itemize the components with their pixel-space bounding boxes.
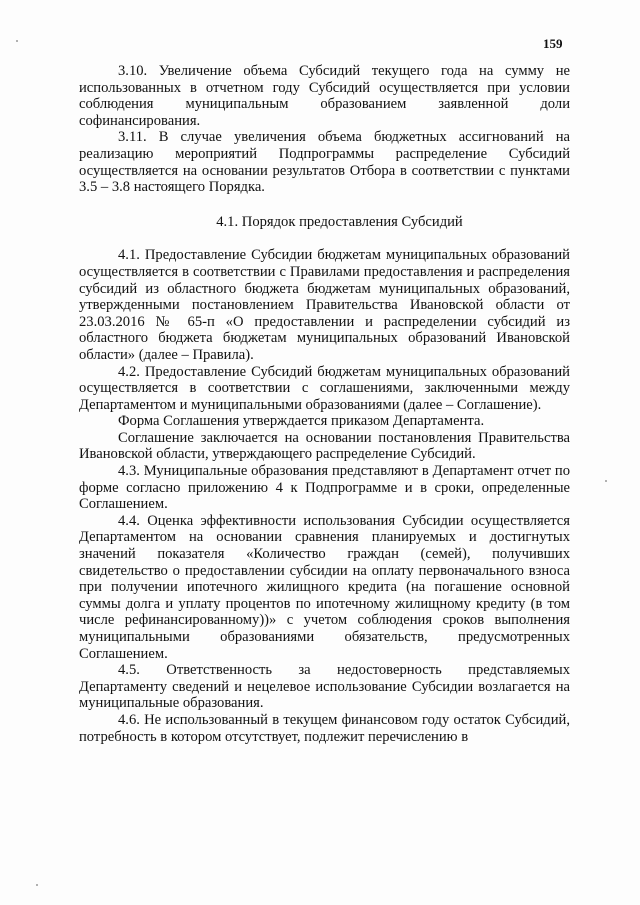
paragraph-agreement-basis: Соглашение заключается на основании постановления Правительства Ивановской области, утверждающего распределение Субсидий. (79, 429, 570, 463)
paragraph-4-3: 4.3. Муниципальные образования представляют в Департамент отчет по форме согласно приложению 4 к Подпрограмме и в сроки, определенные Соглашением. (79, 463, 570, 513)
scan-speck (36, 884, 38, 886)
paragraph-4-6: 4.6. Не использованный в текущем финансовом году остаток Субсидий, потребность в котором отсутствует, подлежит перечислению в (79, 711, 570, 745)
paragraph-4-2: 4.2. Предоставление Субсидий бюджетам муниципальных образований осуществляется в соответствии с соглашениями, заключенными между Департаментом и муниципальными образованиями (далее – Соглашение). (79, 363, 570, 413)
paragraph-4-1: 4.1. Предоставление Субсидии бюджетам муниципальных образований осуществляется в соответствии с Правилами предоставления и распределения субсидий из областного бюджета бюджетам муниципальных образований, утвержденными постановлением Правительства Ивановской области от 23.03.2016 № 65-п «О предоставлении и распределении субсидий из областного бюджета бюджетам муниципальных образований Ивановской области» (далее – Правила). (79, 247, 570, 363)
paragraph-4-4: 4.4. Оценка эффективности использования Субсидии осуществляется Департаментом на основании сравнения планируемых и достигнутых значений показателя «Количество граждан (семей), получивших свидетельство о предоставлении субсидии на оплату первоначального взноса при получении ипотечного жилищного кредита (на погашение основной суммы долга и уплату процентов по ипотечному жилищному кредиту (в том числе рефинансированному))» с учетом соблюдения сроков выполнения муниципальными образованиями обязательств, предусмотренных Соглашением. (79, 512, 570, 662)
scan-speck (605, 480, 607, 482)
document-body (79, 63, 570, 745)
paragraph-3-11: 3.11. В случае увеличения объема бюджетных ассигнований на реализацию мероприятий Подпрограммы распределение Субсидий осуществляется на основании результатов Отбора в соответствии с пунктами 3.5 – 3.8 настоящего Порядка. (79, 129, 570, 196)
scan-speck (16, 40, 18, 42)
paragraph-agreement-form: Форма Соглашения утверждается приказом Департамента. (118, 413, 485, 430)
section-heading: 4.1. Порядок предоставления Субсидий (216, 213, 463, 230)
page-number: 159 (543, 36, 563, 51)
paragraph-3-10: 3.10. Увеличение объема Субсидий текущего года на сумму не использованных в отчетном году Субсидий осуществляется при условии соблюдения муниципальным образованием заявленной доли софинансирования. (79, 63, 570, 129)
paragraph-4-5: 4.5. Ответственность за недостоверность представляемых Департаменту сведений и нецелевое использование Субсидии возлагается на муниципальные образования. (79, 662, 570, 712)
